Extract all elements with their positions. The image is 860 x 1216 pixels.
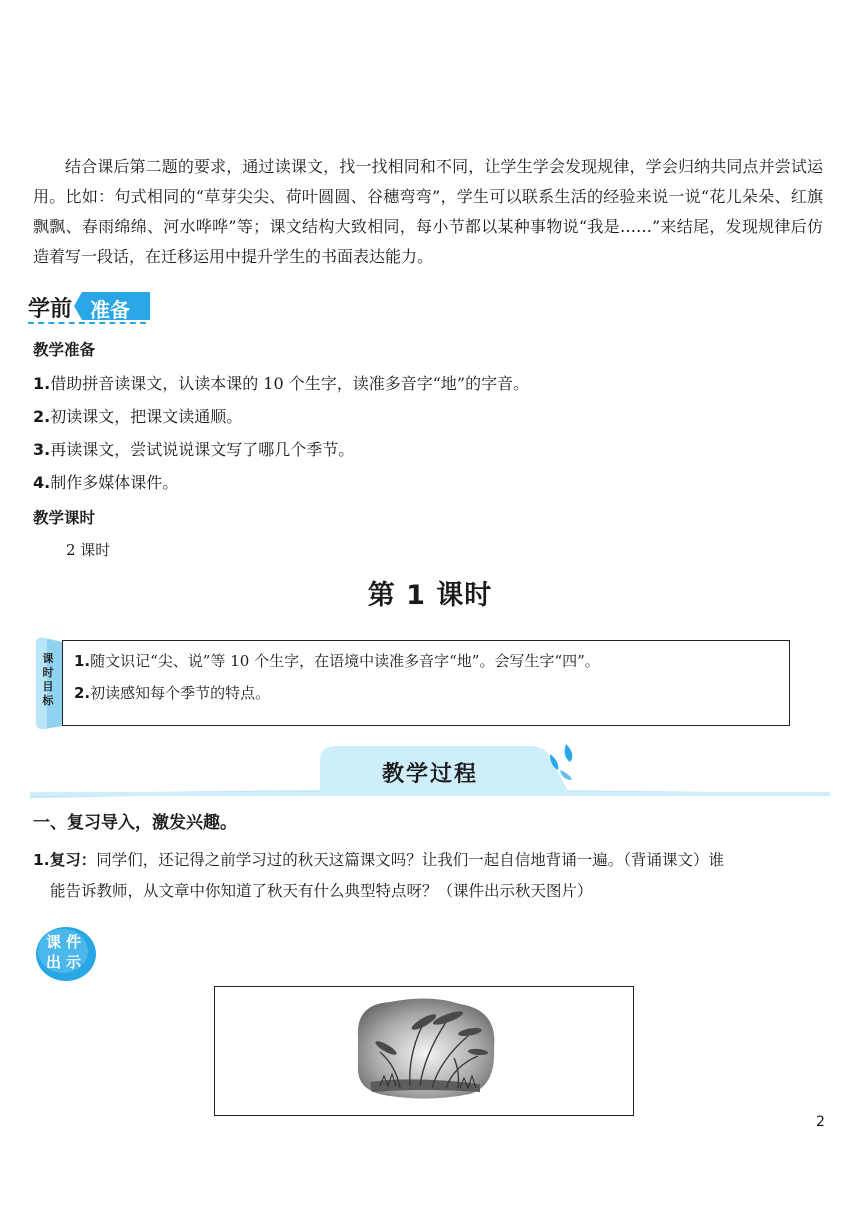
prep-banner-underline: [28, 322, 146, 324]
goal-tab-char: 标: [42, 694, 54, 707]
courseware-badge-text: [40, 932, 92, 972]
review-line-1: [33, 844, 818, 876]
prep-item-num: 1.: [33, 374, 51, 393]
lesson-title: 第 1 课时: [367, 580, 493, 611]
prep-item-num: 4.: [33, 473, 51, 492]
courseware-badge: [34, 924, 98, 982]
prep-item-2: [33, 404, 242, 427]
review-num: 1.: [33, 851, 50, 869]
goal-tab-char: 时: [42, 666, 54, 679]
teaching-hours-value: 2 课时: [66, 541, 111, 559]
goal-item-2: [74, 682, 270, 703]
goal-item-num: 2.: [74, 684, 91, 702]
goal-item-text: 随文识记“尖、说”等 10 个生字，在语境中读准多音字“地”。会写生字“四”。: [90, 652, 600, 670]
prep-banner: [28, 290, 148, 326]
badge-char: 出: [45, 953, 66, 971]
badge-char: 示: [66, 953, 87, 971]
review-item: [33, 844, 818, 907]
goal-item-1: [74, 650, 600, 671]
intro-paragraph: 结合课后第二题的要求，通过读课文，找一找相同和不同，让学生学会发现规律，学会归纳共同点并尝试运用。比如：句式相同的“草芽尖尖、荷叶圆圆、谷穗弯弯”，学生可以联系生活的经验来说一说“花儿朵朵、红旗飘飘、春雨绵绵、河水哗哗”等；课文结构大致相同，每小节都以某种事物说“我是……”来结尾，发现规律后仿造着写一段话，在迁移运用中提升学生的书面表达能力。: [33, 157, 823, 266]
prep-item-text: 再读课文，尝试说说课文写了哪几个季节。: [50, 440, 355, 459]
section-heading: 一、复习导入，激发兴趣。: [33, 813, 237, 833]
goal-tab-char: 目: [42, 680, 54, 693]
page-number: 2: [816, 1114, 825, 1130]
badge-char: 件: [66, 933, 87, 951]
goal-item-num: 1.: [74, 652, 91, 670]
teaching-prep-heading: 教学准备: [33, 341, 96, 359]
review-text-1: 同学们，还记得之前学习过的秋天这篇课文吗？让我们一起自信地背诵一遍。（背诵课文）谁: [96, 851, 724, 869]
prep-item-3: [33, 437, 354, 460]
prep-item-4: [33, 470, 178, 493]
prep-item-text: 借助拼音读课文，认读本课的 10 个生字，读准多音字“地”的字音。: [50, 374, 530, 393]
teaching-hours-heading: 教学课时: [33, 509, 96, 527]
prep-item-text: 制作多媒体课件。: [50, 473, 179, 492]
prep-item-1: [33, 371, 529, 394]
goal-item-text: 初读感知每个季节的特点。: [90, 684, 271, 702]
prep-banner-left: 学前: [28, 297, 73, 322]
process-title: 教学过程: [381, 762, 478, 787]
autumn-grass-image: [350, 996, 500, 1106]
prep-item-num: 2.: [33, 407, 51, 426]
review-label: 复习：: [49, 850, 97, 869]
prep-item-num: 3.: [33, 440, 51, 459]
prep-banner-right: 准备: [90, 298, 130, 322]
prep-item-text: 初读课文，把课文读通顺。: [50, 407, 243, 426]
badge-char: 课: [45, 933, 66, 951]
goal-tab-label: [38, 652, 58, 708]
review-text-2: 能告诉教师，从文章中你知道了秋天有什么典型特点呀？（课件出示秋天图片）: [50, 882, 593, 900]
goal-tab-char: 课: [42, 652, 54, 665]
